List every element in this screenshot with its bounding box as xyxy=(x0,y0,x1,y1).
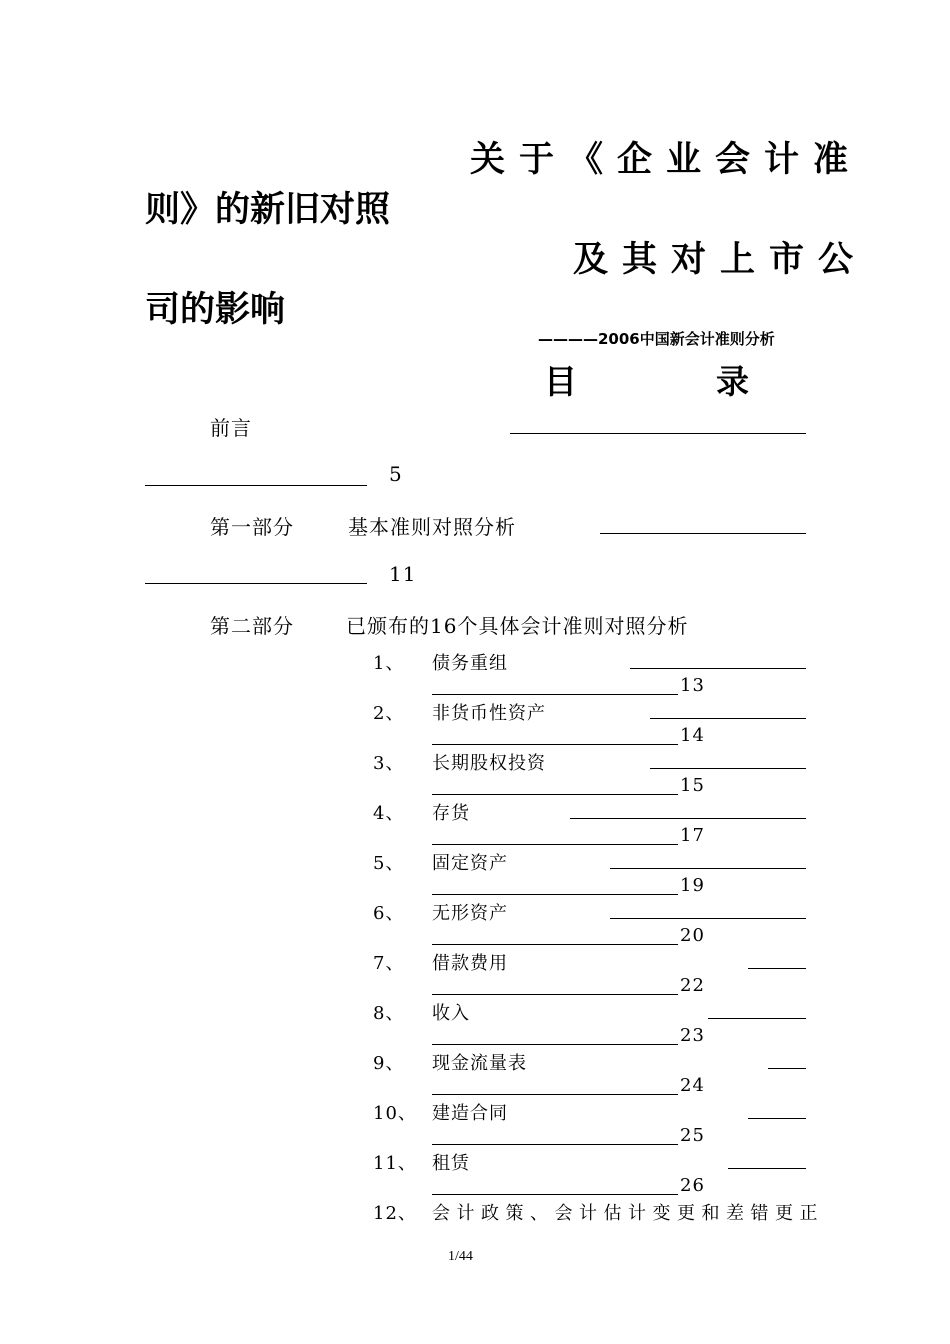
toc-leader xyxy=(432,894,678,895)
toc-leader xyxy=(432,1044,678,1045)
toc-heading-right: 录 xyxy=(716,362,749,401)
toc-leader xyxy=(510,433,806,434)
toc-leader xyxy=(145,485,367,486)
toc-item-number: 4、 xyxy=(373,803,405,824)
toc-item-number: 8、 xyxy=(373,1003,405,1024)
toc-item-title[interactable]: 借款费用 xyxy=(432,953,508,974)
toc-item-page: 17 xyxy=(680,825,705,846)
toc-item-number: 1、 xyxy=(373,653,405,674)
toc-part1-label[interactable]: 第一部分 xyxy=(210,515,294,539)
title-line-4: 司的影响 xyxy=(145,290,286,330)
toc-item-page: 19 xyxy=(680,875,705,896)
toc-item-page: 13 xyxy=(680,675,705,696)
toc-leader xyxy=(432,844,678,845)
toc-leader xyxy=(708,1018,806,1019)
toc-item-page: 20 xyxy=(680,925,705,946)
toc-item-number: 3、 xyxy=(373,753,405,774)
toc-leader xyxy=(432,1094,678,1095)
toc-item-number: 7、 xyxy=(373,953,405,974)
toc-leader xyxy=(650,718,806,719)
toc-item-number: 10、 xyxy=(373,1103,417,1124)
page-number: 1/44 xyxy=(448,1249,473,1264)
toc-item-title[interactable]: 债务重组 xyxy=(432,653,508,674)
toc-part1-page: 11 xyxy=(389,562,417,586)
toc-part2-label[interactable]: 第二部分 xyxy=(210,614,294,638)
toc-item-title[interactable]: 会计政策、会计估计变更和差错更正 xyxy=(432,1203,824,1224)
toc-item-title[interactable]: 长期股权投资 xyxy=(432,753,546,774)
toc-item-title[interactable]: 建造合同 xyxy=(432,1103,508,1124)
title-line-3: 及其对上市公 xyxy=(573,240,868,280)
toc-leader xyxy=(432,944,678,945)
toc-item-page: 26 xyxy=(680,1175,705,1196)
toc-leader xyxy=(610,868,806,869)
toc-leader xyxy=(748,968,806,969)
toc-item-page: 24 xyxy=(680,1075,705,1096)
toc-item-number: 2、 xyxy=(373,703,405,724)
toc-leader xyxy=(630,668,806,669)
toc-leader xyxy=(432,794,678,795)
toc-leader xyxy=(768,1068,806,1069)
toc-leader xyxy=(748,1118,806,1119)
toc-item-page: 15 xyxy=(680,775,705,796)
toc-item-page: 14 xyxy=(680,725,705,746)
toc-item-title[interactable]: 现金流量表 xyxy=(432,1053,527,1074)
toc-leader xyxy=(650,768,806,769)
toc-item-title[interactable]: 固定资产 xyxy=(432,853,508,874)
subtitle: ————2006中国新会计准则分析 xyxy=(538,330,775,348)
toc-leader xyxy=(600,533,806,534)
toc-item-page: 25 xyxy=(680,1125,705,1146)
toc-part1-title[interactable]: 基本准则对照分析 xyxy=(348,515,516,539)
toc-item-number: 9、 xyxy=(373,1053,405,1074)
toc-item-page: 23 xyxy=(680,1025,705,1046)
title-line-1: 关于《企业会计准 xyxy=(470,140,863,180)
toc-leader xyxy=(432,994,678,995)
toc-item-title[interactable]: 租赁 xyxy=(432,1153,470,1174)
toc-item-title[interactable]: 存货 xyxy=(432,803,470,824)
toc-part2-title[interactable]: 已颁布的16个具体会计准则对照分析 xyxy=(346,614,689,638)
toc-item-page: 22 xyxy=(680,975,705,996)
toc-leader xyxy=(728,1168,806,1169)
toc-item-number: 11、 xyxy=(373,1153,417,1174)
toc-item-number: 6、 xyxy=(373,903,405,924)
toc-preface-label[interactable]: 前言 xyxy=(210,416,252,440)
toc-item-title[interactable]: 收入 xyxy=(432,1003,470,1024)
toc-leader xyxy=(432,744,678,745)
toc-item-title[interactable]: 非货币性资产 xyxy=(432,703,546,724)
toc-leader xyxy=(610,918,806,919)
toc-leader xyxy=(432,1194,678,1195)
toc-preface-page: 5 xyxy=(389,462,403,486)
toc-leader xyxy=(432,1144,678,1145)
title-line-2: 则》的新旧对照 xyxy=(145,190,391,230)
toc-item-title[interactable]: 无形资产 xyxy=(432,903,508,924)
toc-heading-left: 目 xyxy=(544,362,577,401)
toc-item-number: 12、 xyxy=(373,1203,417,1224)
toc-item-number: 5、 xyxy=(373,853,405,874)
toc-leader xyxy=(432,694,678,695)
toc-leader xyxy=(570,818,806,819)
toc-leader xyxy=(145,583,367,584)
